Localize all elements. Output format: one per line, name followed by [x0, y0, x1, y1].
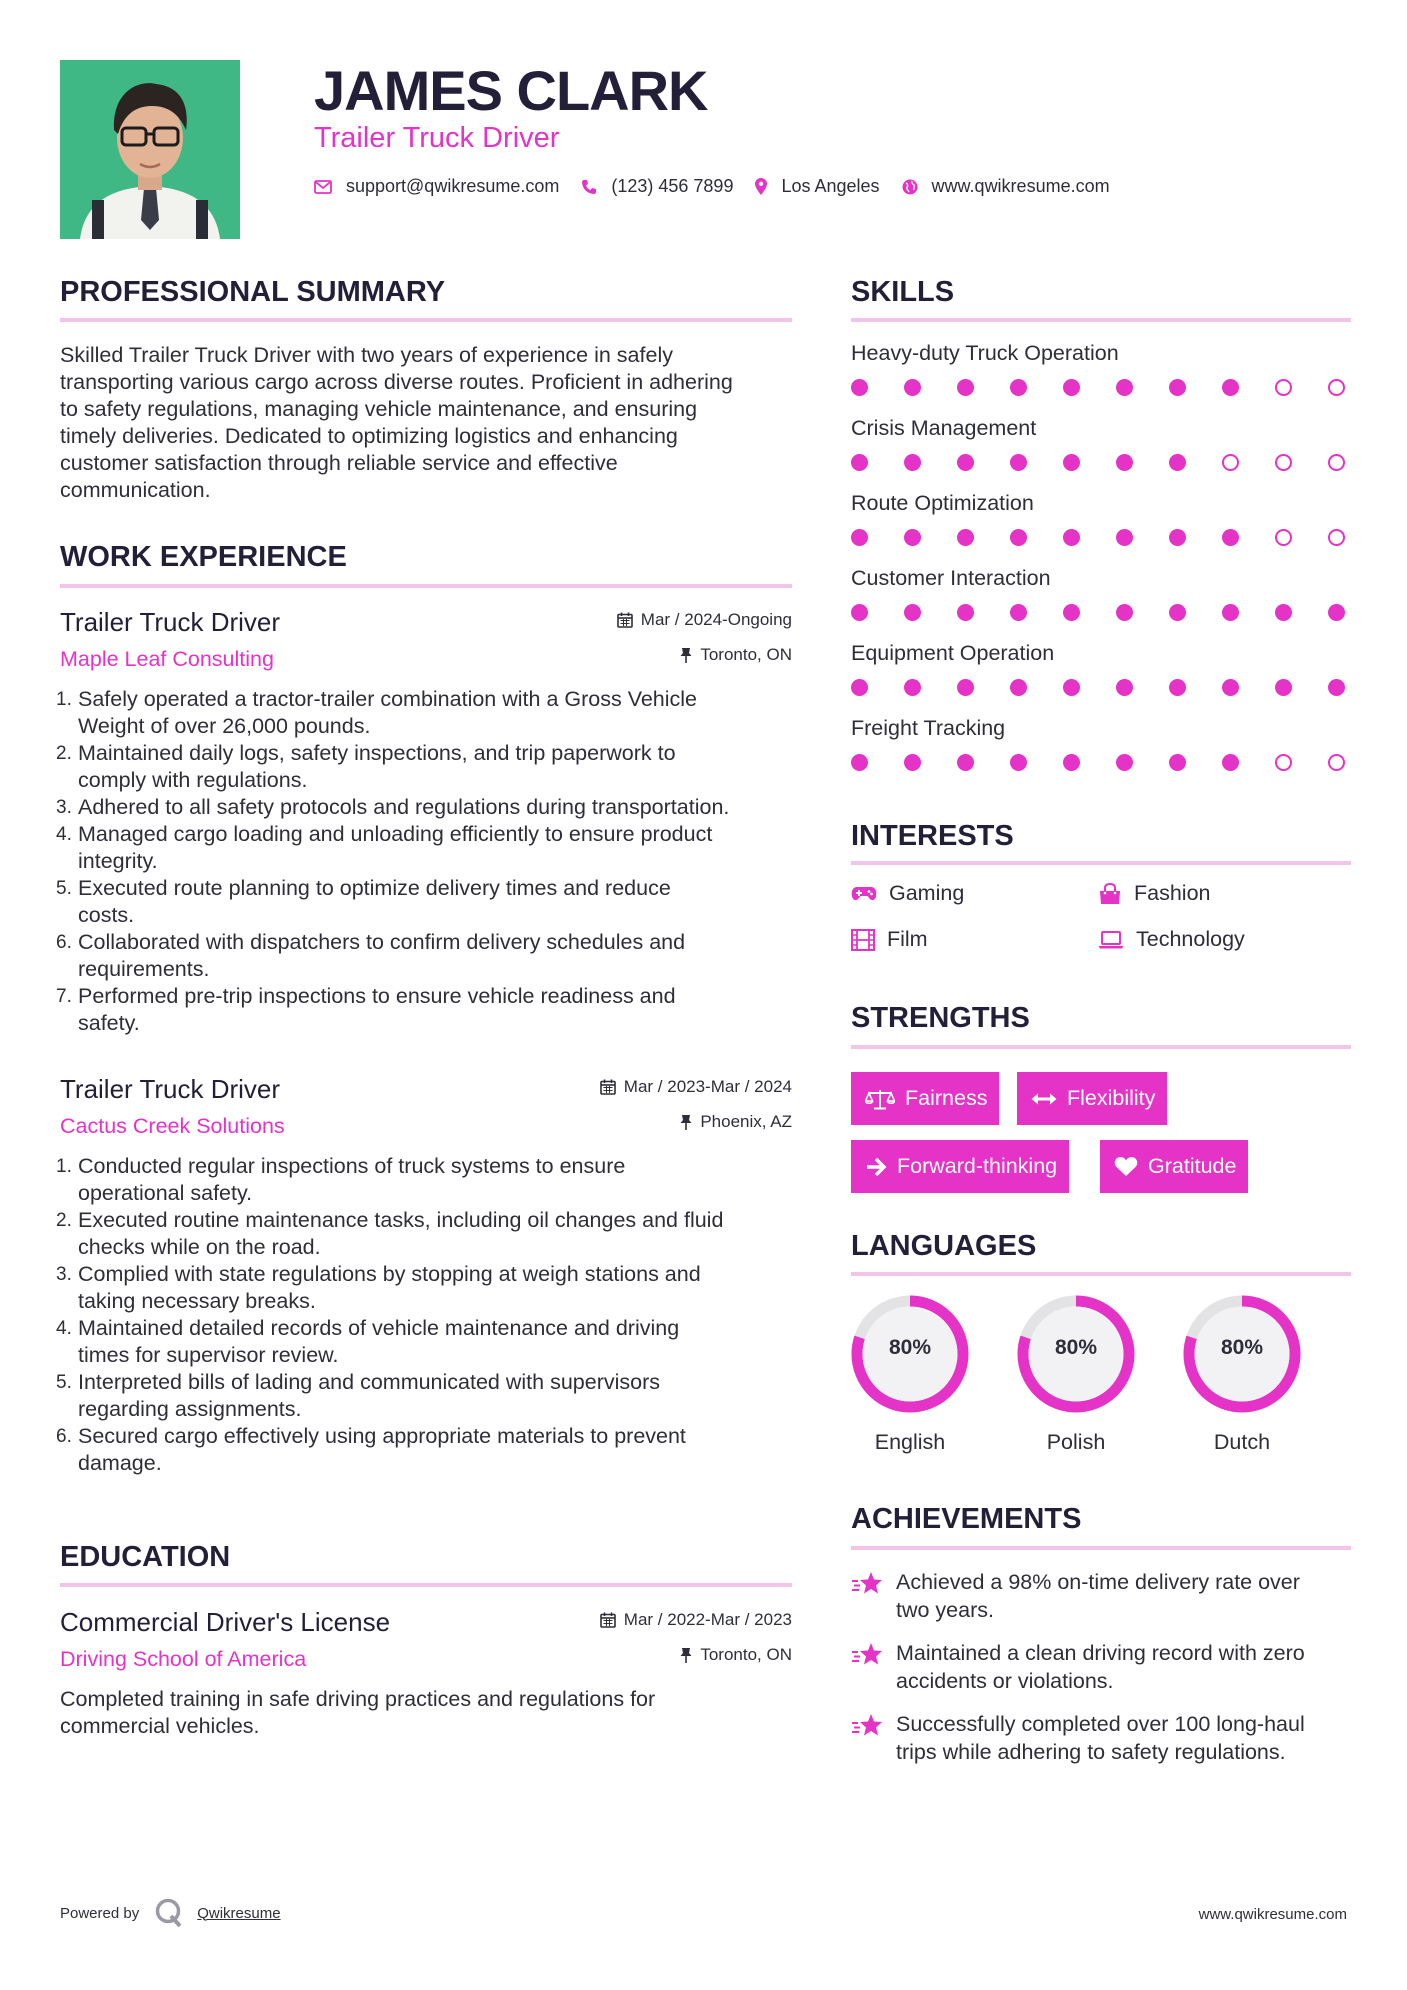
skill-rating	[851, 601, 1351, 625]
rating-dot-empty	[1275, 379, 1292, 396]
rating-dot-filled	[1010, 679, 1027, 696]
job-bullet: 7. Performed pre-trip inspections to ensure vehicle readiness and safety.	[56, 984, 676, 1035]
experience-heading: WORK EXPERIENCE	[60, 541, 347, 573]
education-location-text: Toronto, ON	[700, 1645, 792, 1664]
rating-dot-filled	[957, 454, 974, 471]
education-location	[680, 1645, 792, 1665]
rating-dot-empty	[1328, 454, 1345, 471]
strength-tag-flexibility	[1017, 1072, 1167, 1125]
summary-line: Skilled Trailer Truck Driver with two years of experience in safely	[60, 343, 673, 367]
job-bullet: 2. Executed routine maintenance tasks, including oil changes and fluid checks while on the road.	[56, 1208, 724, 1259]
achievement-item	[851, 1639, 1351, 1699]
job-date	[617, 610, 792, 630]
job-location-text: Toronto, ON	[700, 645, 792, 664]
education-heading: EDUCATION	[60, 1541, 231, 1573]
rating-dot-filled	[1169, 604, 1186, 621]
skill-name: Freight Tracking	[851, 716, 1006, 740]
education-description	[60, 1686, 792, 1740]
rating-dot-filled	[1063, 529, 1080, 546]
rating-dot-filled	[1063, 679, 1080, 696]
skill-name: Equipment Operation	[851, 641, 1055, 665]
summary-line: to safety regulations, managing vehicle maintenance, and ensuring	[60, 397, 698, 421]
summary-line: communication.	[60, 478, 211, 502]
arrows-horizontal-icon	[1031, 1092, 1057, 1106]
interest-label: Technology	[1136, 927, 1245, 951]
skill-name: Customer Interaction	[851, 566, 1051, 590]
summary-line: timely deliveries. Dedicated to optimizing logistics and enhancing	[60, 424, 678, 448]
contact-website[interactable]	[902, 176, 1110, 197]
education-degree: Commercial Driver's License	[60, 1607, 391, 1637]
rating-dot-filled	[1328, 604, 1345, 621]
language-item	[1014, 1292, 1138, 1455]
calendar-icon	[600, 1079, 616, 1095]
rating-dot-filled	[1063, 379, 1080, 396]
rating-dot-filled	[904, 454, 921, 471]
rating-dot-filled	[1010, 604, 1027, 621]
achievement-line: Successfully completed over 100 long-haul	[896, 1712, 1305, 1736]
skill-rating	[851, 526, 1351, 550]
job-bullet: 3. Complied with state regulations by stopping at weigh stations and taking necessary breaks.	[56, 1262, 701, 1313]
rating-dot-filled	[1169, 529, 1186, 546]
rating-dot-filled	[1222, 604, 1239, 621]
achievement-line: two years.	[896, 1598, 994, 1622]
job-bullet: 5. Interpreted bills of lading and communicated with supervisors regarding assignments.	[56, 1370, 660, 1421]
heart-icon	[1114, 1156, 1138, 1177]
skill-item	[851, 413, 1351, 475]
language-name: Polish	[1046, 1430, 1106, 1454]
pushpin-icon	[680, 647, 692, 663]
rating-dot-filled	[1169, 754, 1186, 771]
skill-item	[851, 338, 1351, 400]
summary-text	[60, 342, 792, 504]
rating-dot-filled	[1010, 379, 1027, 396]
strength-label: Fairness	[905, 1086, 988, 1110]
job-bullet: 6. Collaborated with dispatchers to confirm delivery schedules and requirements.	[56, 930, 686, 981]
achievement-text	[896, 1568, 1351, 1624]
job-company: Maple Leaf Consulting	[60, 647, 274, 671]
interest-label: Fashion	[1134, 881, 1211, 905]
summary-heading: PROFESSIONAL SUMMARY	[60, 276, 446, 308]
arrow-right-icon	[865, 1157, 887, 1177]
strength-label: Forward-thinking	[897, 1154, 1058, 1178]
job-bullet: 2. Maintained daily logs, safety inspections, and trip paperwork to comply with regulations.	[56, 741, 676, 792]
job-bullet: 3. Adhered to all safety protocols and regulations during transportation.	[56, 795, 730, 819]
rating-dot-filled	[904, 604, 921, 621]
rating-dot-filled	[904, 679, 921, 696]
job-bullet: 6. Secured cargo effectively using appropriate materials to prevent damage.	[56, 1424, 686, 1475]
achievement-line: Achieved a 98% on-time delivery rate over	[896, 1570, 1300, 1594]
rating-dot-filled	[851, 379, 868, 396]
skill-rating	[851, 376, 1351, 400]
job-entry	[56, 1071, 792, 1477]
qwikresume-logo-icon	[155, 1898, 183, 1928]
rating-dot-filled	[1222, 679, 1239, 696]
map-pin-icon	[755, 178, 767, 195]
job-location-text: Phoenix, AZ	[700, 1112, 792, 1131]
website-text: www.qwikresume.com	[931, 176, 1110, 196]
languages-divider	[851, 1272, 1351, 1276]
summary-line: transporting various cargo across diverse routes. Proficient in adhering	[60, 370, 733, 394]
strength-label: Gratitude	[1148, 1154, 1237, 1178]
interest-label: Film	[887, 927, 928, 951]
rating-dot-filled	[904, 529, 921, 546]
achievement-item	[851, 1568, 1351, 1628]
education-divider	[60, 1583, 792, 1587]
skills-divider	[851, 318, 1351, 322]
rating-dot-filled	[957, 679, 974, 696]
achievements-divider	[851, 1546, 1351, 1550]
job-location	[680, 1112, 792, 1132]
job-bullet: 5. Executed route planning to optimize delivery times and reduce costs.	[56, 876, 671, 927]
job-entry	[56, 604, 792, 1037]
interests-heading: INTERESTS	[851, 820, 1014, 852]
rating-dot-filled	[1222, 529, 1239, 546]
rating-dot-empty	[1275, 529, 1292, 546]
job-location	[680, 645, 792, 665]
pushpin-icon	[680, 1114, 692, 1130]
education-entry	[60, 1604, 792, 1740]
contact-bar	[314, 176, 1132, 197]
contact-location	[755, 176, 879, 197]
qwikresume-link[interactable]: Qwikresume	[197, 1904, 281, 1922]
language-item	[848, 1292, 972, 1455]
job-date	[600, 1077, 792, 1097]
achievement-line: Maintained a clean driving record with zero	[896, 1641, 1305, 1665]
education-line: Completed training in safe driving practices and regulations for	[60, 1687, 656, 1711]
envelope-icon	[314, 180, 332, 194]
rating-dot-filled	[1010, 529, 1027, 546]
footer-website[interactable]: www.qwikresume.com	[1198, 1906, 1347, 1923]
language-percent: 80%	[888, 1336, 932, 1359]
rating-dot-filled	[1275, 679, 1292, 696]
summary-divider	[60, 318, 792, 322]
rating-dot-filled	[1116, 754, 1133, 771]
education-school: Driving School of America	[60, 1647, 307, 1671]
job-bullet: 4. Managed cargo loading and unloading efficiently to ensure product integrity.	[56, 822, 713, 873]
achievement-line: trips while adhering to safety regulations.	[896, 1740, 1286, 1764]
footer-powered-by	[60, 1898, 281, 1928]
skill-name: Crisis Management	[851, 416, 1037, 440]
rating-dot-filled	[904, 754, 921, 771]
globe-icon	[902, 179, 918, 195]
calendar-icon	[600, 1612, 616, 1628]
rating-dot-empty	[1275, 754, 1292, 771]
rating-dot-filled	[957, 754, 974, 771]
pushpin-icon	[680, 1647, 692, 1663]
job-company: Cactus Creek Solutions	[60, 1114, 285, 1138]
rating-dot-filled	[957, 604, 974, 621]
skills-heading: SKILLS	[851, 276, 955, 308]
rating-dot-filled	[1169, 379, 1186, 396]
job-bullet: 1. Conducted regular inspections of truck systems to ensure operational safety.	[56, 1154, 626, 1205]
rating-dot-filled	[851, 604, 868, 621]
rating-dot-filled	[851, 679, 868, 696]
strengths-heading: STRENGTHS	[851, 1002, 1030, 1034]
rating-dot-filled	[851, 529, 868, 546]
language-percent: 80%	[1054, 1336, 1098, 1359]
strength-tag-fairness	[851, 1072, 999, 1125]
achievement-item	[851, 1710, 1351, 1770]
rating-dot-filled	[1063, 604, 1080, 621]
star-burst-icon	[851, 1570, 885, 1596]
interest-film	[851, 927, 928, 952]
rating-dot-filled	[1328, 679, 1345, 696]
job-date-text: Mar / 2024-Ongoing	[640, 610, 792, 629]
strength-tag-gratitude	[1100, 1140, 1248, 1193]
rating-dot-filled	[1116, 529, 1133, 546]
education-line: commercial vehicles.	[60, 1714, 260, 1738]
rating-dot-filled	[1010, 754, 1027, 771]
rating-dot-filled	[1063, 454, 1080, 471]
rating-dot-filled	[1063, 754, 1080, 771]
strengths-divider	[851, 1045, 1351, 1049]
rating-dot-empty	[1328, 529, 1345, 546]
profile-photo	[60, 60, 240, 239]
balance-scale-icon	[865, 1088, 895, 1110]
skill-item	[851, 638, 1351, 700]
strength-label: Flexibility	[1067, 1086, 1156, 1110]
rating-dot-filled	[1010, 454, 1027, 471]
achievement-line: accidents or violations.	[896, 1669, 1114, 1693]
rating-dot-filled	[957, 529, 974, 546]
job-bullet: 1. Safely operated a tractor-trailer combination with a Gross Vehicle Weight of over 26,000 pounds.	[56, 687, 698, 738]
skill-name: Heavy-duty Truck Operation	[851, 341, 1119, 365]
contact-phone[interactable]	[581, 176, 733, 197]
job-bullet: 4. Maintained detailed records of vehicle maintenance and driving times for supervisor review.	[56, 1316, 680, 1367]
interest-fashion	[1098, 881, 1211, 906]
rating-dot-filled	[1116, 454, 1133, 471]
experience-divider	[60, 584, 792, 588]
candidate-name: JAMES CLARK	[314, 59, 708, 122]
phone-text: (123) 456 7899	[611, 176, 734, 196]
skill-item	[851, 563, 1351, 625]
person-portrait-icon	[60, 60, 240, 239]
job-bullets	[56, 1153, 792, 1477]
email-text: support@qwikresume.com	[346, 176, 560, 196]
language-percent: 80%	[1220, 1336, 1264, 1359]
gamepad-icon	[851, 886, 877, 902]
rating-dot-filled	[1116, 604, 1133, 621]
rating-dot-empty	[1275, 454, 1292, 471]
education-date	[600, 1610, 792, 1630]
interest-technology	[1098, 927, 1245, 952]
rating-dot-filled	[1116, 679, 1133, 696]
skill-rating	[851, 451, 1351, 475]
skill-rating	[851, 751, 1351, 775]
rating-dot-filled	[1275, 604, 1292, 621]
rating-dot-filled	[1169, 454, 1186, 471]
rating-dot-filled	[851, 454, 868, 471]
calendar-icon	[617, 612, 633, 628]
laptop-icon	[1098, 931, 1124, 949]
strength-tag-forward-thinking	[851, 1140, 1069, 1193]
skill-rating	[851, 676, 1351, 700]
achievements-heading: ACHIEVEMENTS	[851, 1503, 1082, 1535]
candidate-title: Trailer Truck Driver	[314, 122, 560, 154]
powered-by-text: Powered by	[60, 1904, 140, 1922]
languages-heading: LANGUAGES	[851, 1230, 1037, 1262]
job-bullets	[56, 686, 792, 1037]
rating-dot-filled	[851, 754, 868, 771]
language-item	[1180, 1292, 1304, 1455]
skill-item	[851, 713, 1351, 775]
rating-dot-filled	[1222, 754, 1239, 771]
interest-gaming	[851, 881, 964, 906]
job-date-text: Mar / 2023-Mar / 2024	[623, 1077, 792, 1096]
star-burst-icon	[851, 1641, 885, 1667]
language-name: English	[874, 1430, 946, 1454]
rating-dot-empty	[1222, 454, 1239, 471]
skill-name: Route Optimization	[851, 491, 1034, 515]
skill-item	[851, 488, 1351, 550]
achievement-text	[896, 1710, 1351, 1766]
rating-dot-empty	[1328, 754, 1345, 771]
star-burst-icon	[851, 1712, 885, 1738]
achievement-text	[896, 1639, 1351, 1695]
interests-divider	[851, 861, 1351, 865]
rating-dot-filled	[1222, 379, 1239, 396]
summary-line: customer satisfaction through reliable service and effective	[60, 451, 618, 475]
education-date-text: Mar / 2022-Mar / 2023	[623, 1610, 792, 1629]
rating-dot-filled	[1116, 379, 1133, 396]
contact-email[interactable]	[314, 176, 559, 197]
rating-dot-filled	[904, 379, 921, 396]
phone-icon	[581, 179, 597, 195]
film-icon	[851, 929, 875, 951]
language-name: Dutch	[1213, 1430, 1271, 1454]
interest-label: Gaming	[889, 881, 965, 905]
rating-dot-filled	[957, 379, 974, 396]
job-role: Trailer Truck Driver	[60, 607, 281, 637]
job-role: Trailer Truck Driver	[60, 1074, 281, 1104]
location-text: Los Angeles	[781, 176, 880, 196]
rating-dot-empty	[1328, 379, 1345, 396]
shopping-bag-icon	[1098, 883, 1122, 905]
rating-dot-filled	[1169, 679, 1186, 696]
